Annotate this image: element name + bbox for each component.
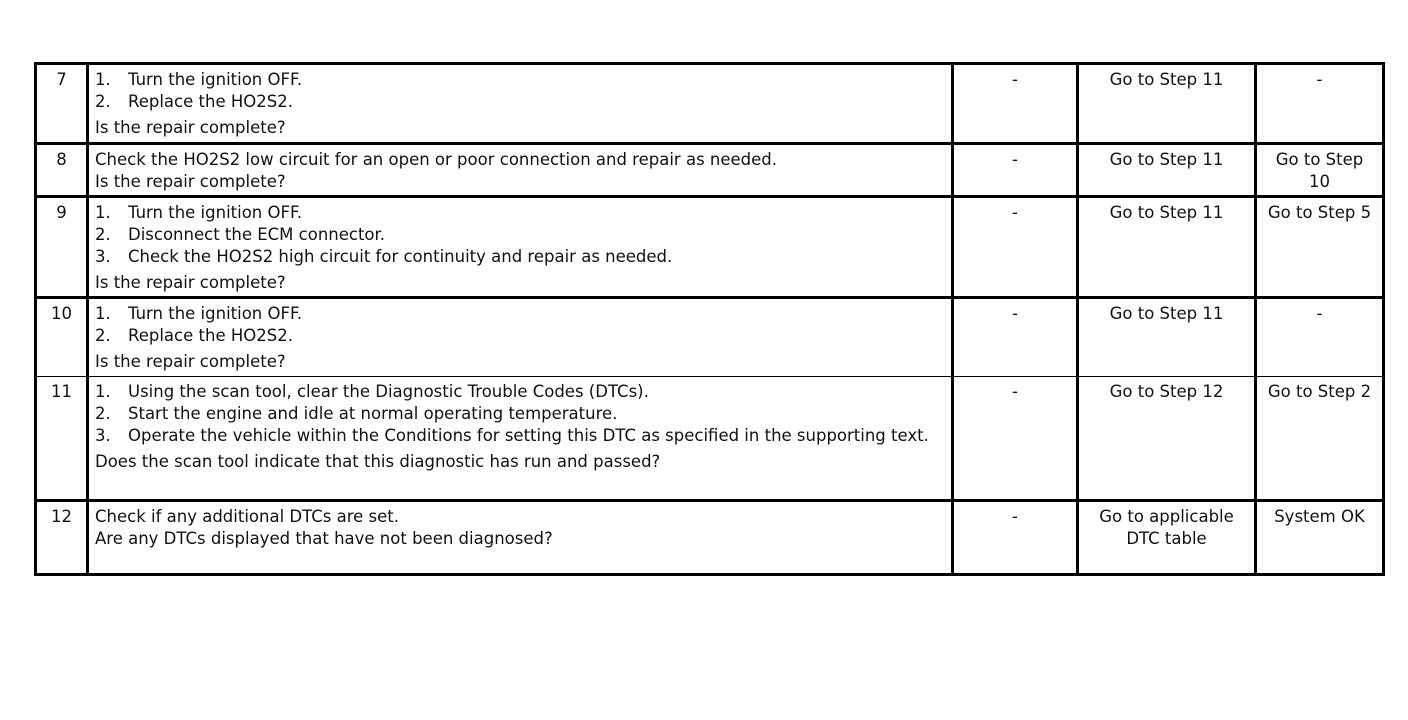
- action-list-item: [95, 224, 945, 246]
- action-cell: [88, 144, 953, 197]
- action-list-text: Turn the ignition OFF.: [128, 203, 303, 222]
- action-list-item: [95, 303, 945, 325]
- action-cell: [88, 298, 953, 377]
- step-number-cell: 9: [36, 197, 88, 298]
- action-list-item: [95, 69, 945, 91]
- table-row: [36, 144, 1384, 197]
- action-list-item: [95, 425, 945, 447]
- step-number-cell: 7: [36, 64, 88, 144]
- action-list-text: Operate the vehicle within the Conditions for setting this DTC as specified in the supporting text.: [128, 426, 929, 445]
- action-list-number: 3.: [95, 247, 111, 266]
- value-cell: -: [953, 501, 1078, 575]
- action-list-number: 2.: [95, 326, 111, 345]
- action-text-line: Are any DTCs displayed that have not been diagnosed?: [95, 529, 553, 548]
- step-number-cell: 11: [36, 377, 88, 501]
- step-number-cell: 8: [36, 144, 88, 197]
- action-list-number: 2.: [95, 92, 111, 111]
- action-cell: [88, 197, 953, 298]
- yes-cell: Go to Step 12: [1078, 377, 1256, 501]
- action-text-line: Is the repair complete?: [95, 172, 286, 191]
- action-list-item: [95, 246, 945, 268]
- action-cell: [88, 64, 953, 144]
- action-question: Is the repair complete?: [95, 352, 286, 371]
- action-list-item: [95, 381, 945, 403]
- table-body: [36, 64, 1384, 575]
- action-question: Does the scan tool indicate that this diagnostic has run and passed?: [95, 452, 661, 471]
- action-list-text: Replace the HO2S2.: [128, 92, 293, 111]
- value-cell: -: [953, 144, 1078, 197]
- action-list-text: Start the engine and idle at normal operating temperature.: [128, 404, 618, 423]
- yes-cell: Go to Step 11: [1078, 64, 1256, 144]
- action-list-item: [95, 403, 945, 425]
- action-text-line: Check if any additional DTCs are set.: [95, 507, 399, 526]
- action-question: Is the repair complete?: [95, 118, 286, 137]
- value-cell: -: [953, 377, 1078, 501]
- no-cell: Go to Step 5: [1256, 197, 1384, 298]
- diagnostic-table: [34, 62, 1385, 576]
- action-list-text: Turn the ignition OFF.: [128, 70, 303, 89]
- action-list-text: Check the HO2S2 high circuit for continuity and repair as needed.: [128, 247, 673, 266]
- value-cell: -: [953, 298, 1078, 377]
- action-list-item: [95, 91, 945, 113]
- action-text-line: Check the HO2S2 low circuit for an open or poor connection and repair as needed.: [95, 150, 778, 169]
- step-number-cell: 10: [36, 298, 88, 377]
- yes-cell: Go to Step 11: [1078, 298, 1256, 377]
- action-list-number: 2.: [95, 225, 111, 244]
- yes-cell: Go to Step 11: [1078, 197, 1256, 298]
- action-list-number: 1.: [95, 203, 111, 222]
- action-list-number: 1.: [95, 70, 111, 89]
- action-question: Is the repair complete?: [95, 273, 286, 292]
- table-row: [36, 377, 1384, 501]
- action-list-text: Turn the ignition OFF.: [128, 304, 303, 323]
- value-cell: -: [953, 64, 1078, 144]
- no-cell: Go to Step 10: [1256, 144, 1384, 197]
- action-list-item: [95, 202, 945, 224]
- value-cell: -: [953, 197, 1078, 298]
- yes-cell: Go to applicable DTC table: [1078, 501, 1256, 575]
- action-cell: [88, 501, 953, 575]
- yes-cell: Go to Step 11: [1078, 144, 1256, 197]
- no-cell: Go to Step 2: [1256, 377, 1384, 501]
- table-row: [36, 298, 1384, 377]
- action-list-number: 2.: [95, 404, 111, 423]
- table-row: [36, 64, 1384, 144]
- step-number-cell: 12: [36, 501, 88, 575]
- action-list-text: Using the scan tool, clear the Diagnostic Trouble Codes (DTCs).: [128, 382, 649, 401]
- action-list-text: Disconnect the ECM connector.: [128, 225, 386, 244]
- action-list-number: 1.: [95, 382, 111, 401]
- action-cell: [88, 377, 953, 501]
- no-cell: System OK: [1256, 501, 1384, 575]
- table-row: [36, 197, 1384, 298]
- action-list-text: Replace the HO2S2.: [128, 326, 293, 345]
- action-list-item: [95, 325, 945, 347]
- action-list-number: 3.: [95, 426, 111, 445]
- no-cell: -: [1256, 298, 1384, 377]
- action-list-number: 1.: [95, 304, 111, 323]
- table-row: [36, 501, 1384, 575]
- no-cell: -: [1256, 64, 1384, 144]
